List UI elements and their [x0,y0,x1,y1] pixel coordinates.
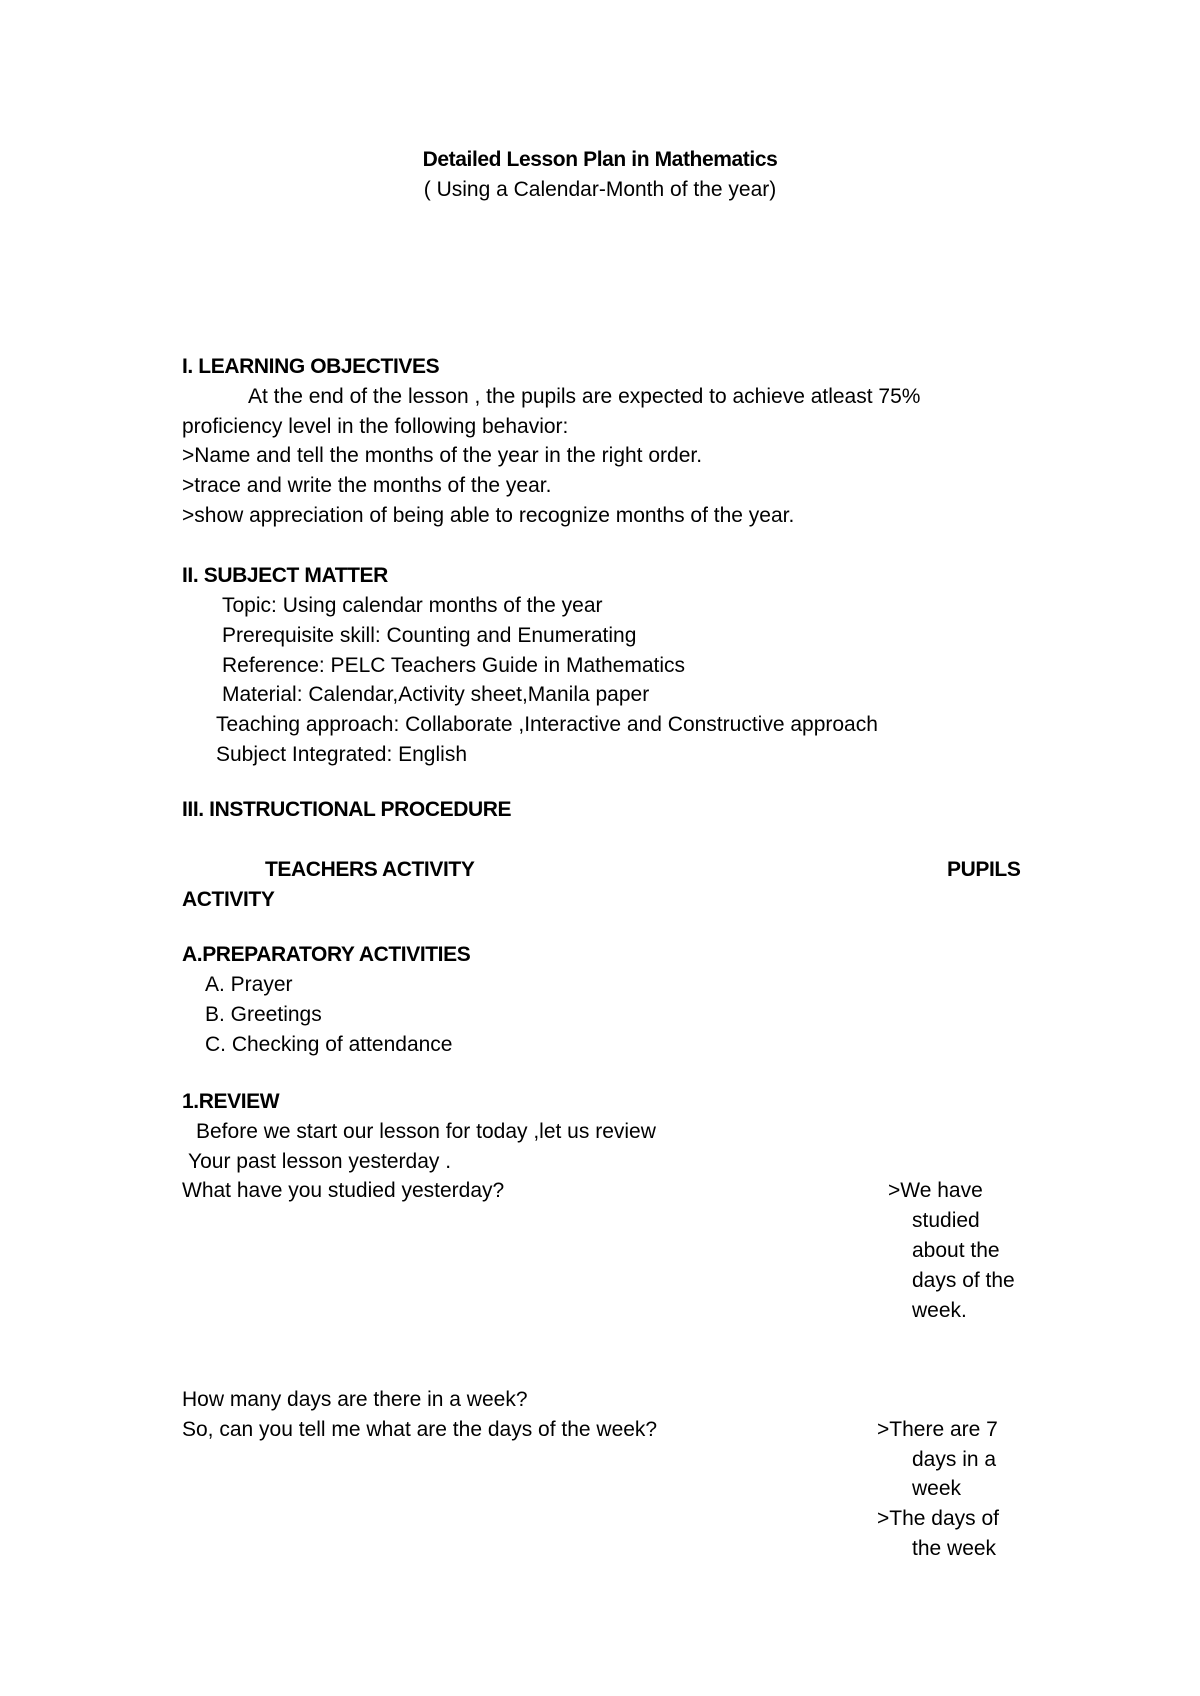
objective-item: >Name and tell the months of the year in the right order. [182,444,703,467]
pupil-answer-line: week [912,1477,962,1500]
objective-item: >show appreciation of being able to recognize months of the year. [182,504,795,527]
pupil-answer-line: days of the [912,1269,1015,1292]
subject-topic: Topic: Using calendar months of the year [222,594,603,617]
review-line2: Your past lesson yesterday . [188,1150,452,1173]
pupils-activity-header-wrap: ACTIVITY [182,888,275,911]
pupil-answer-line: >The days of [877,1507,999,1530]
pupil-answer-line: about the [912,1239,1000,1262]
objectives-intro-line2: proficiency level in the following behavior: [182,415,569,438]
review-line1: Before we start our lesson for today ,let us review [196,1120,656,1143]
page-subtitle: ( Using a Calendar-Month of the year) [423,178,777,201]
subject-reference: Reference: PELC Teachers Guide in Mathematics [222,654,686,677]
teacher-question: So, can you tell me what are the days of the week? [182,1418,658,1441]
subject-integrated: Subject Integrated: English [216,743,467,766]
subject-approach: Teaching approach: Collaborate ,Interactive and Constructive approach [216,713,878,736]
page-title: Detailed Lesson Plan in Mathematics [422,148,778,171]
preparatory-item: C. Checking of attendance [205,1033,453,1056]
pupil-answer-line: days in a [912,1448,997,1471]
subject-prerequisite: Prerequisite skill: Counting and Enumerating [222,624,637,647]
objective-item: >trace and write the months of the year. [182,474,552,497]
preparatory-heading: A.PREPARATORY ACTIVITIES [182,943,471,966]
objectives-intro-line1: At the end of the lesson , the pupils are expected to achieve atleast 75% [248,385,921,408]
pupil-answer-line: >We have [888,1179,983,1202]
teacher-question: How many days are there in a week? [182,1388,528,1411]
subject-material: Material: Calendar,Activity sheet,Manila paper [222,683,650,706]
subject-matter-heading: II. SUBJECT MATTER [182,564,388,587]
pupil-answer-line: the week [912,1537,997,1560]
preparatory-item: A. Prayer [205,973,293,996]
objectives-heading: I. LEARNING OBJECTIVES [182,355,440,378]
preparatory-item: B. Greetings [205,1003,322,1026]
pupil-answer-line: week. [912,1299,967,1322]
review-heading: 1.REVIEW [182,1090,280,1113]
pupil-answer-line: >There are 7 [877,1418,998,1441]
pupil-answer-line: studied [912,1209,980,1232]
procedure-heading: III. INSTRUCTIONAL PROCEDURE [182,798,512,821]
teachers-activity-header: TEACHERS ACTIVITY [265,858,475,881]
pupils-activity-header: PUPILS [947,858,1021,881]
teacher-question: What have you studied yesterday? [182,1179,505,1202]
